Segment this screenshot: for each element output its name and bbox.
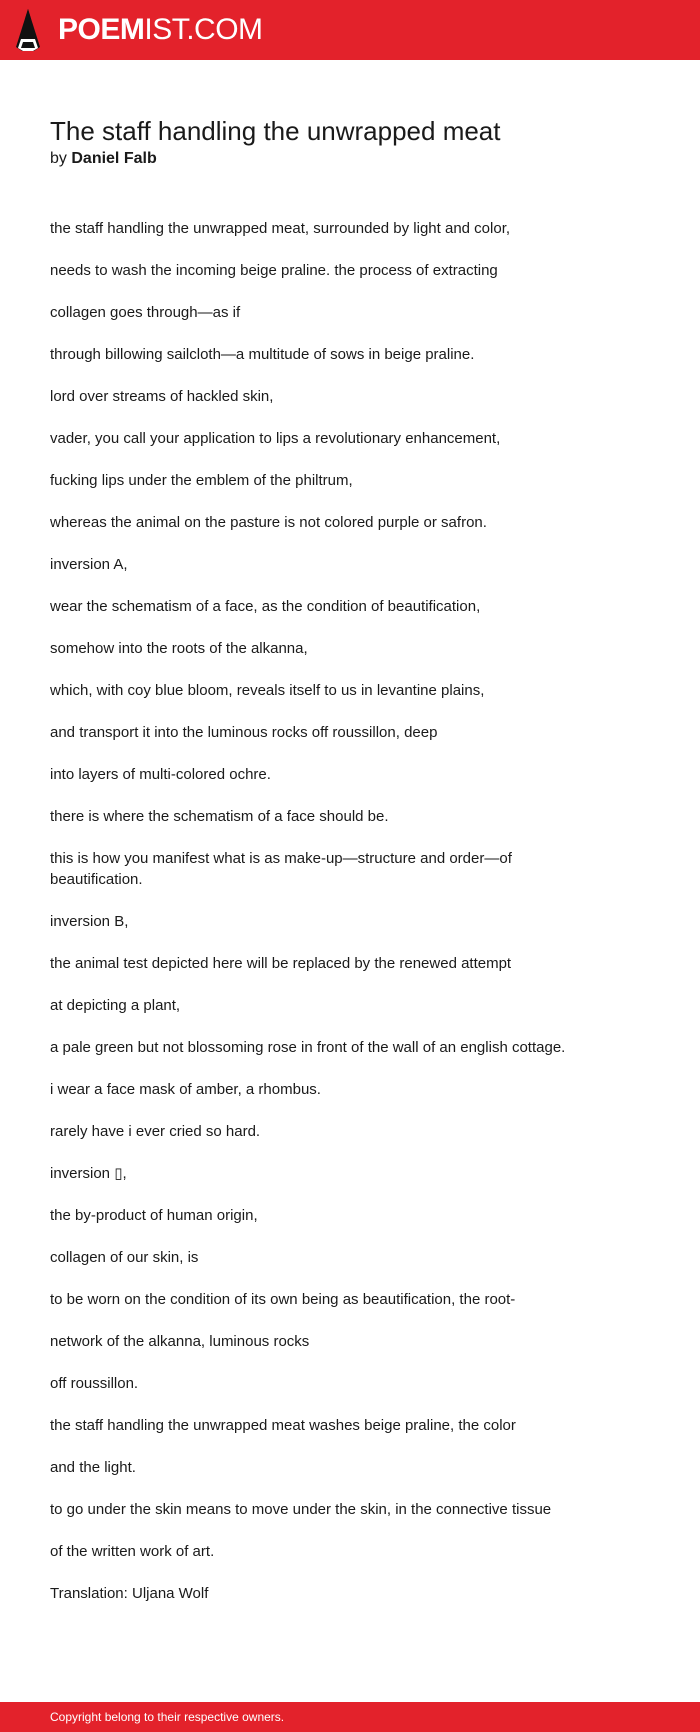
site-brand bbox=[58, 15, 263, 45]
site-logo[interactable] bbox=[16, 9, 263, 51]
site-footer bbox=[0, 1702, 700, 1732]
poem-line: network of the alkanna, luminous rocks bbox=[50, 1333, 310, 1350]
poem-line: somehow into the roots of the alkanna, bbox=[50, 640, 308, 657]
poem-line: collagen of our skin, is bbox=[50, 1249, 199, 1266]
poem-line: into layers of multi-colored ochre. bbox=[50, 766, 271, 783]
poem-line: which, with coy blue bloom, reveals itself to us in levantine plains, bbox=[50, 682, 485, 699]
poem-title: The staff handling the unwrapped meat bbox=[50, 116, 501, 146]
poem-line: and transport it into the luminous rocks off roussillon, deep bbox=[50, 724, 438, 741]
poem-line: the staff handling the unwrapped meat, surrounded by light and color, bbox=[50, 220, 511, 237]
poem-line: lord over streams of hackled skin, bbox=[50, 388, 274, 405]
poem-line: i wear a face mask of amber, a rhombus. bbox=[50, 1081, 321, 1098]
poem-line: the staff handling the unwrapped meat washes beige praline, the color bbox=[50, 1417, 516, 1434]
pencil-icon bbox=[16, 9, 40, 51]
site-header bbox=[0, 0, 700, 60]
poem-line: to be worn on the condition of its own being as beautification, the root- bbox=[50, 1291, 516, 1308]
poem-line: whereas the animal on the pasture is not colored purple or safron. bbox=[50, 514, 487, 531]
poem-author[interactable]: Daniel Falb bbox=[71, 150, 157, 167]
poem-line: inversion B, bbox=[50, 913, 129, 930]
poem-line: a pale green but not blossoming rose in front of the wall of an english cottage. bbox=[50, 1039, 566, 1056]
by-label: by bbox=[50, 150, 67, 167]
poem-line: to go under the skin means to move under the skin, in the connective tissue bbox=[50, 1501, 552, 1518]
brand-light: IST.COM bbox=[144, 13, 263, 46]
poem-line: the animal test depicted here will be replaced by the renewed attempt bbox=[50, 955, 512, 972]
poem-line: through billowing sailcloth—a multitude of sows in beige praline. bbox=[50, 346, 475, 363]
poem-line: wear the schematism of a face, as the condition of beautification, bbox=[50, 598, 481, 615]
poem-line: vader, you call your application to lips a revolutionary enhancement, bbox=[50, 430, 501, 447]
poem-line: Translation: Uljana Wolf bbox=[50, 1585, 209, 1602]
poem-line: inversion A, bbox=[50, 556, 128, 573]
poem-line: of the written work of art. bbox=[50, 1543, 215, 1560]
poem-body bbox=[50, 218, 600, 1625]
poem-line: there is where the schematism of a face should be. bbox=[50, 808, 389, 825]
brand-bold: POEM bbox=[58, 13, 145, 46]
poem-line: fucking lips under the emblem of the philtrum, bbox=[50, 472, 353, 489]
poem-line: this is how you manifest what is as make-up—structure and order—of beautification. bbox=[50, 850, 512, 888]
poem-line: off roussillon. bbox=[50, 1375, 139, 1392]
poem-line: at depicting a plant, bbox=[50, 997, 181, 1014]
poem-line: inversion ▯, bbox=[50, 1165, 127, 1182]
poem-line: rarely have i ever cried so hard. bbox=[50, 1123, 261, 1140]
poem-line: and the light. bbox=[50, 1459, 136, 1476]
poem-line: collagen goes through—as if bbox=[50, 304, 241, 321]
poem-byline bbox=[50, 149, 157, 169]
copyright-text: Copyright belong to their respective owners. bbox=[50, 1710, 285, 1724]
poem-line: needs to wash the incoming beige praline. the process of extracting bbox=[50, 262, 498, 279]
poem-line: the by-product of human origin, bbox=[50, 1207, 258, 1224]
